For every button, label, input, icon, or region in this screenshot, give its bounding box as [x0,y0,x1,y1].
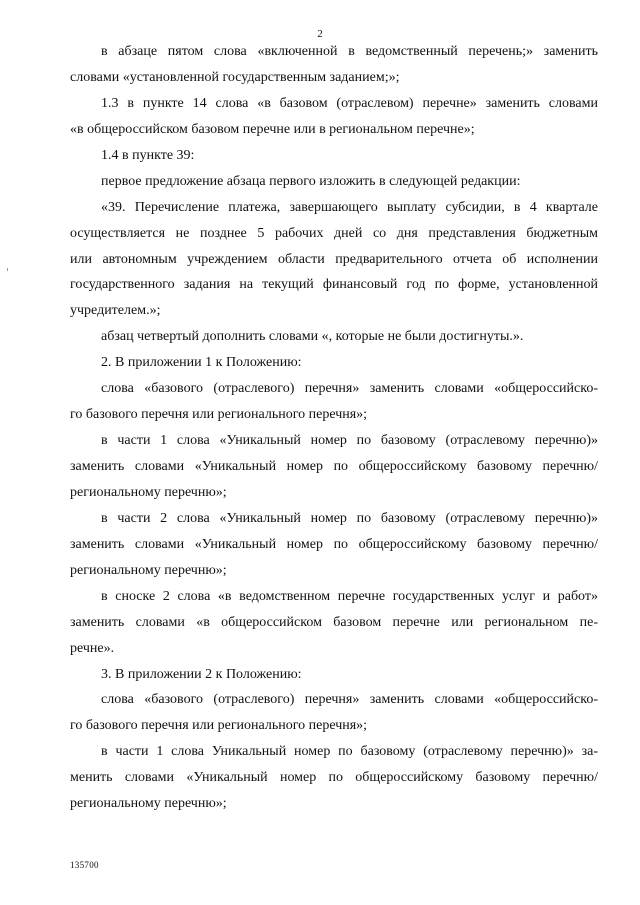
text-line: региональному перечню»; [70,796,227,812]
text-line: менить словами «Уникальный номер по общероссийскому базовому перечню/ [70,770,598,786]
text-line: абзац четвертый дополнить словами «, которые не были достигнуты.». [101,329,524,345]
text-line: государственного задания на текущий финансовый год по форме, установленной [70,277,598,293]
text-line: словами «установленной государственным заданием;»; [70,69,400,85]
text-line: «в общероссийском базовом перечне или в региональном перечне»; [70,121,475,137]
text-line: слова «базового (отраслевого) перечня» заменить словами «общероссийско- [101,692,598,708]
text-line: речне». [70,640,115,656]
text-line: слова «базового (отраслевого) перечня» заменить словами «общероссийско- [101,381,598,397]
text-line: 3. В приложении 2 к Положению: [101,666,302,682]
text-line: заменить словами «Уникальный номер по общероссийскому базовому перечню/ [70,459,598,474]
text-line: в сноске 2 слова «в ведомственном перечне государственных услуг и работ» [101,588,598,604]
text-line: в части 1 слова «Уникальный номер по базовому (отраслевому перечню)» [101,433,598,449]
text-line: в части 1 слова Уникальный номер по базовому (отраслевому перечню)» за- [101,744,598,760]
text-line: региональному перечню»; [70,484,227,500]
text-line: в абзаце пятом слова «включенной в ведомственный перечень;» заменить [101,44,598,59]
document-body [70,39,598,817]
text-line: го базового перечня или регионального перечня»; [70,407,368,423]
text-line: учредителем.»; [70,303,161,319]
document-code: 135700 [70,860,99,870]
margin-mark [7,268,8,271]
page-number: 2 [317,28,323,40]
text-line: «39. Перечисление платежа, завершающего выплату субсидии, в 4 квартале [101,199,598,215]
text-line: заменить словами «Уникальный номер по общероссийскому базовому перечню/ [70,536,598,552]
text-line: 1.3 в пункте 14 слова «в базовом (отраслевом) перечне» заменить словами [101,95,598,111]
text-line: осуществляется не позднее 5 рабочих дней со дня представления бюджетным [70,225,598,241]
text-line: или автономным учреждением области предварительного отчета об исполнении [70,251,598,267]
text-line: 1.4 в пункте 39: [101,147,195,163]
text-line: 2. В приложении 1 к Положению: [101,355,302,371]
text-line: го базового перечня или регионального перечня»; [70,718,368,734]
text-line: региональному перечню»; [70,562,227,578]
text-line: первое предложение абзаца первого изложить в следующей редакции: [101,173,521,189]
text-line: в части 2 слова «Уникальный номер по базовому (отраслевому перечню)» [101,510,598,526]
text-line: заменить словами «в общероссийском базовом перечне или региональном пе- [70,614,598,630]
